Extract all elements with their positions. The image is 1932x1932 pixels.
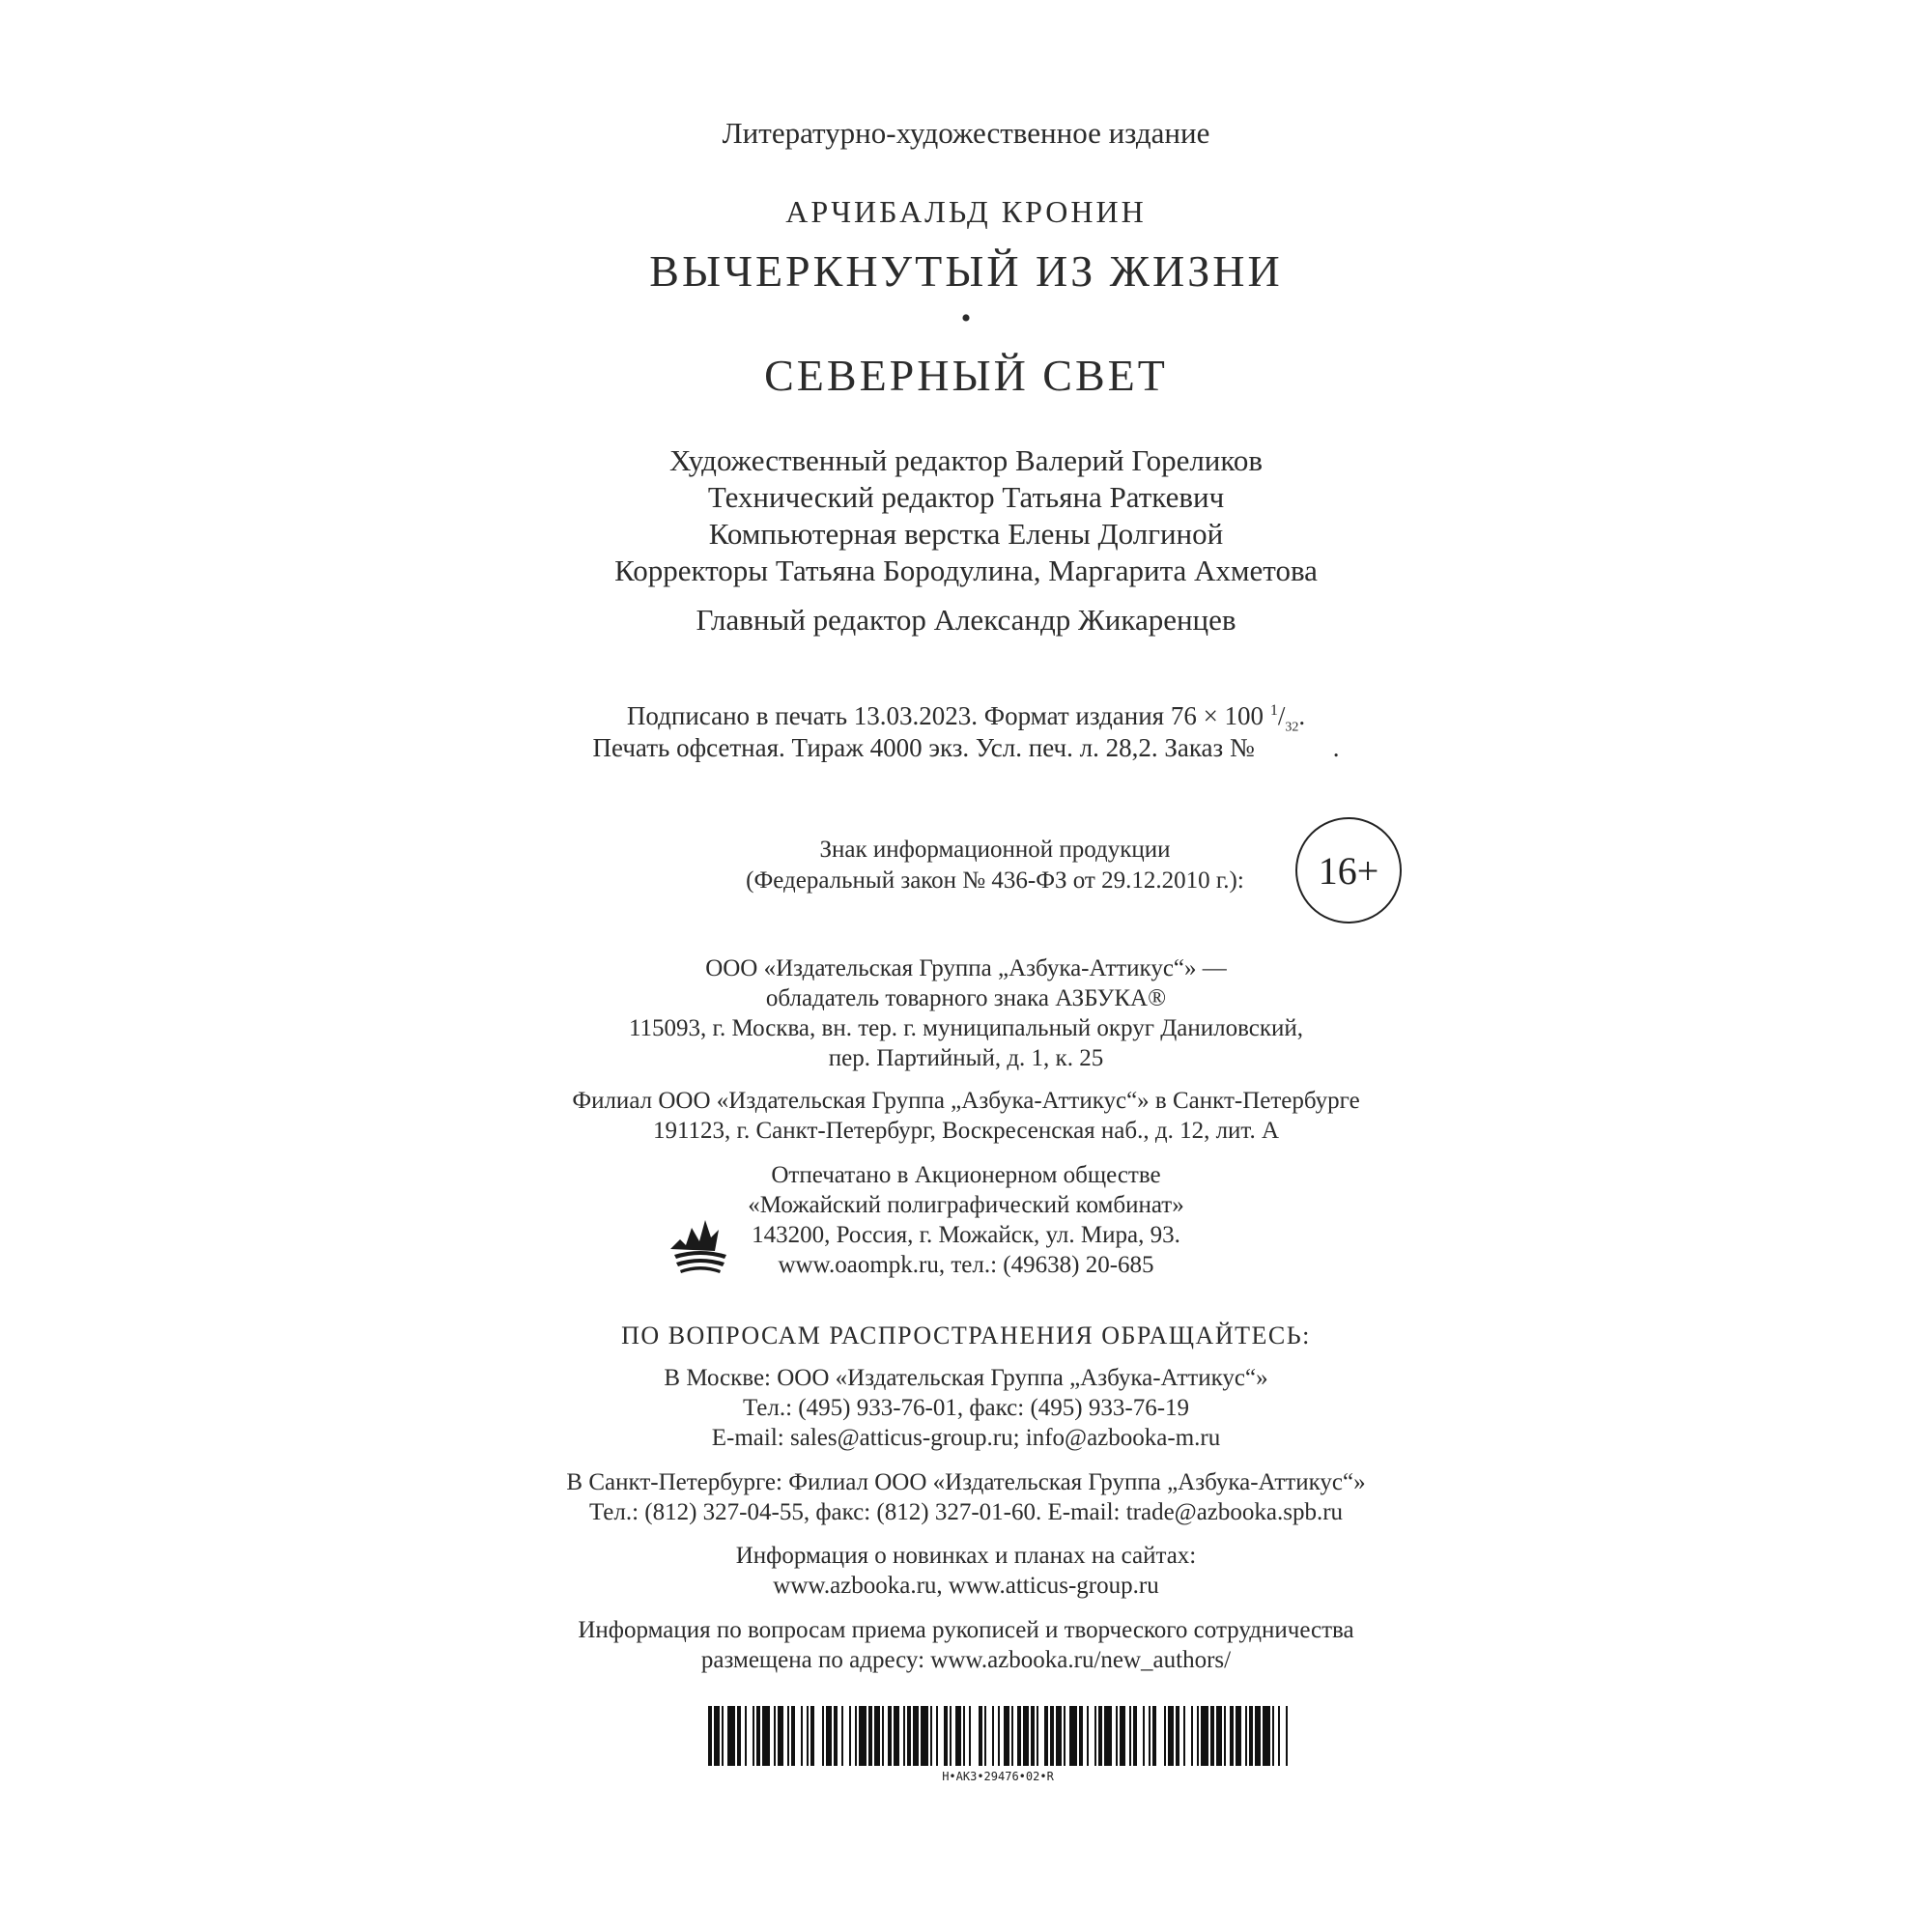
barcode-bar	[1249, 1706, 1253, 1766]
barcode-bar	[1143, 1706, 1145, 1766]
barcode-bar	[822, 1706, 824, 1766]
barcode-bar	[1116, 1706, 1118, 1766]
barcode-bar	[950, 1706, 952, 1766]
print-info-line-2: Печать офсетная. Тираж 4000 экз. Усл. печ. л. 28,2. Заказ № .	[592, 733, 1340, 762]
barcode-bar	[801, 1706, 803, 1766]
info-sign-law: (Федеральный закон № 436-ФЗ от 29.12.2010 г.):	[746, 867, 1244, 894]
barcode-bar	[1263, 1706, 1270, 1766]
barcode-bar	[1120, 1706, 1125, 1766]
barcode-bar	[969, 1706, 971, 1766]
publisher-line-4: пер. Партийный, д. 1, к. 25	[828, 1045, 1104, 1071]
news-line-1: Информация о новинках и планах на сайтах:	[735, 1543, 1197, 1569]
barcode-bar	[1056, 1706, 1062, 1766]
barcode-bar	[722, 1706, 724, 1766]
printer-line-3: 143200, Россия, г. Можайск, ул. Мира, 93.	[752, 1222, 1180, 1248]
publisher-line-2: обладатель товарного знака АЗБУКА®	[765, 985, 1167, 1011]
barcode-bar	[1064, 1706, 1065, 1766]
format-fraction-numerator: 1	[1269, 702, 1278, 719]
barcode-bar	[874, 1706, 880, 1766]
barcode-bar	[1044, 1706, 1048, 1766]
barcode-bar	[1069, 1706, 1077, 1766]
barcode-bar	[714, 1706, 720, 1766]
barcode-bar	[1133, 1706, 1137, 1766]
barcode-bar	[936, 1706, 938, 1766]
barcode-bar	[1278, 1706, 1280, 1766]
barcode-bar	[826, 1706, 832, 1766]
barcode-bar	[849, 1706, 851, 1766]
age-rating-text: 16+	[1318, 848, 1379, 893]
barcode-bar	[998, 1706, 1000, 1766]
barcode-bar	[1149, 1706, 1151, 1766]
spb-line-2: Тел.: (812) 327-04-55, факс: (812) 327-01-60. E-mail: trade@azbooka.spb.ru	[588, 1499, 1344, 1525]
barcode-bar	[882, 1706, 884, 1766]
barcode-bar	[903, 1706, 905, 1766]
barcode-bar	[737, 1706, 741, 1766]
barcode-bar	[930, 1706, 932, 1766]
credit-layout: Компьютерная верстка Елены Долгиной	[708, 517, 1224, 551]
barcode-bar	[791, 1706, 795, 1766]
barcode-bar	[787, 1706, 789, 1766]
barcode-bar	[834, 1706, 838, 1766]
barcode-bar	[1245, 1706, 1247, 1766]
barcode-bar	[841, 1706, 843, 1766]
barcode-bar	[913, 1706, 919, 1766]
barcode-bar	[1037, 1706, 1038, 1766]
barcode-bar	[859, 1706, 867, 1766]
barcode-bar	[1255, 1706, 1261, 1766]
barcode-bar	[756, 1706, 760, 1766]
printer-line-4: www.oaompk.ru, тел.: (49638) 20-685	[778, 1252, 1154, 1278]
barcode-bar	[753, 1706, 754, 1766]
credit-art-editor: Художественный редактор Валерий Гореликов	[668, 443, 1264, 477]
barcode-bar	[807, 1706, 809, 1766]
barcode-bar	[888, 1706, 892, 1766]
printer-logo-icon	[667, 1212, 734, 1275]
format-fraction-end: .	[1298, 701, 1306, 730]
barcode	[708, 1706, 1288, 1766]
printer-line-1: Отпечатано в Акционерном обществе	[771, 1162, 1161, 1188]
branch-line-1: Филиал ООО «Издательская Группа „Азбука-Аттикус“» в Санкт-Петербурге	[572, 1088, 1360, 1114]
branch-line-2: 191123, г. Санкт-Петербург, Воскресенская наб., д. 12, лит. А	[652, 1118, 1280, 1144]
barcode-bar	[727, 1706, 735, 1766]
barcode-bar	[1152, 1706, 1156, 1766]
barcode-bar	[1050, 1706, 1054, 1766]
print-info-text: Подписано в печать 13.03.2023. Формат издания 76 × 100	[626, 701, 1264, 730]
barcode-bar	[907, 1706, 911, 1766]
barcode-text: H•AK3•29476•02•R	[942, 1770, 1054, 1783]
barcode-bar	[1087, 1706, 1089, 1766]
barcode-bar	[1224, 1706, 1226, 1766]
authors-info-line-2: размещена по адресу: www.azbooka.ru/new_authors/	[700, 1647, 1232, 1673]
barcode-bar	[1183, 1706, 1185, 1766]
chief-editor: Главный редактор Александр Жикаренцев	[696, 603, 1236, 637]
barcode-bar	[868, 1706, 872, 1766]
author-name: АРЧИБАЛЬД КРОНИН	[785, 194, 1147, 229]
book-title-1: ВЫЧЕРКНУТЫЙ ИЗ ЖИЗНИ	[649, 246, 1283, 296]
spb-line-1: В Санкт-Петербурге: Филиал ООО «Издательская Группа „Азбука-Аттикус“»	[566, 1469, 1366, 1495]
barcode-bar	[1104, 1706, 1112, 1766]
info-sign-label: Знак информационной продукции	[819, 837, 1171, 863]
moscow-line-3: E-mail: sales@atticus-group.ru; info@azbooka-m.ru	[711, 1425, 1221, 1451]
barcode-bar	[1236, 1706, 1241, 1766]
title-separator: •	[960, 302, 972, 334]
barcode-bar	[955, 1706, 961, 1766]
barcode-bar	[1272, 1706, 1274, 1766]
barcode-bar	[944, 1706, 948, 1766]
age-rating-badge	[1295, 817, 1402, 923]
barcode-bar	[774, 1706, 776, 1766]
barcode-bar	[1023, 1706, 1029, 1766]
barcode-bar	[1176, 1706, 1179, 1766]
barcode-bar	[1168, 1706, 1174, 1766]
barcode-bar	[1191, 1706, 1193, 1766]
authors-info-line-1: Информация по вопросам приема рукописей и творческого сотрудничества	[578, 1617, 1354, 1643]
barcode-bar	[1197, 1706, 1199, 1766]
barcode-bar	[855, 1706, 857, 1766]
moscow-line-2: Тел.: (495) 933-76-01, факс: (495) 933-76-19	[742, 1395, 1190, 1421]
barcode-bar	[1079, 1706, 1083, 1766]
distribution-heading: ПО ВОПРОСАМ РАСПРОСТРАНЕНИЯ ОБРАЩАЙТЕСЬ:	[621, 1321, 1311, 1350]
printer-line-2: «Можайский полиграфический комбинат»	[748, 1192, 1184, 1218]
barcode-bar	[1011, 1706, 1013, 1766]
print-info-line-1	[0, 703, 1932, 734]
barcode-bar	[1031, 1706, 1035, 1766]
barcode-bar	[1164, 1706, 1166, 1766]
barcode-bar	[1094, 1706, 1096, 1766]
barcode-bar	[1210, 1706, 1214, 1766]
barcode-bar	[762, 1706, 770, 1766]
barcode-bar	[992, 1706, 994, 1766]
barcode-bar	[1098, 1706, 1102, 1766]
barcode-bar	[921, 1706, 928, 1766]
format-fraction-slash: /	[1277, 701, 1286, 730]
barcode-bar	[1201, 1706, 1208, 1766]
format-fraction-denominator: 32	[1285, 720, 1299, 735]
barcode-bar	[1004, 1706, 1009, 1766]
barcode-bar	[979, 1706, 982, 1766]
barcode-bar	[810, 1706, 814, 1766]
barcode-bar	[1286, 1706, 1288, 1766]
barcode-bar	[984, 1706, 986, 1766]
barcode-bar	[778, 1706, 783, 1766]
publisher-line-1: ООО «Издательская Группа „Азбука-Аттикус“» —	[705, 955, 1227, 981]
barcode-bar	[708, 1706, 712, 1766]
book-title-2: СЕВЕРНЫЙ СВЕТ	[764, 351, 1168, 400]
barcode-bar	[1216, 1706, 1222, 1766]
barcode-bar	[894, 1706, 899, 1766]
credit-tech-editor: Технический редактор Татьяна Раткевич	[707, 480, 1225, 514]
publisher-line-3: 115093, г. Москва, вн. тер. г. муниципальный округ Даниловский,	[628, 1015, 1303, 1041]
news-line-2: www.azbooka.ru, www.atticus-group.ru	[773, 1573, 1159, 1599]
barcode-bar	[963, 1706, 965, 1766]
barcode-bar	[1017, 1706, 1021, 1766]
barcode-bar	[1129, 1706, 1131, 1766]
credit-proofreaders: Корректоры Татьяна Бородулина, Маргарита Ахметова	[614, 554, 1318, 587]
barcode-bar	[1230, 1706, 1234, 1766]
moscow-line-1: В Москве: ООО «Издательская Группа „Азбука-Аттикус“»	[664, 1365, 1268, 1391]
barcode-bar	[745, 1706, 747, 1766]
edition-type: Литературно-художественное издание	[722, 116, 1210, 150]
